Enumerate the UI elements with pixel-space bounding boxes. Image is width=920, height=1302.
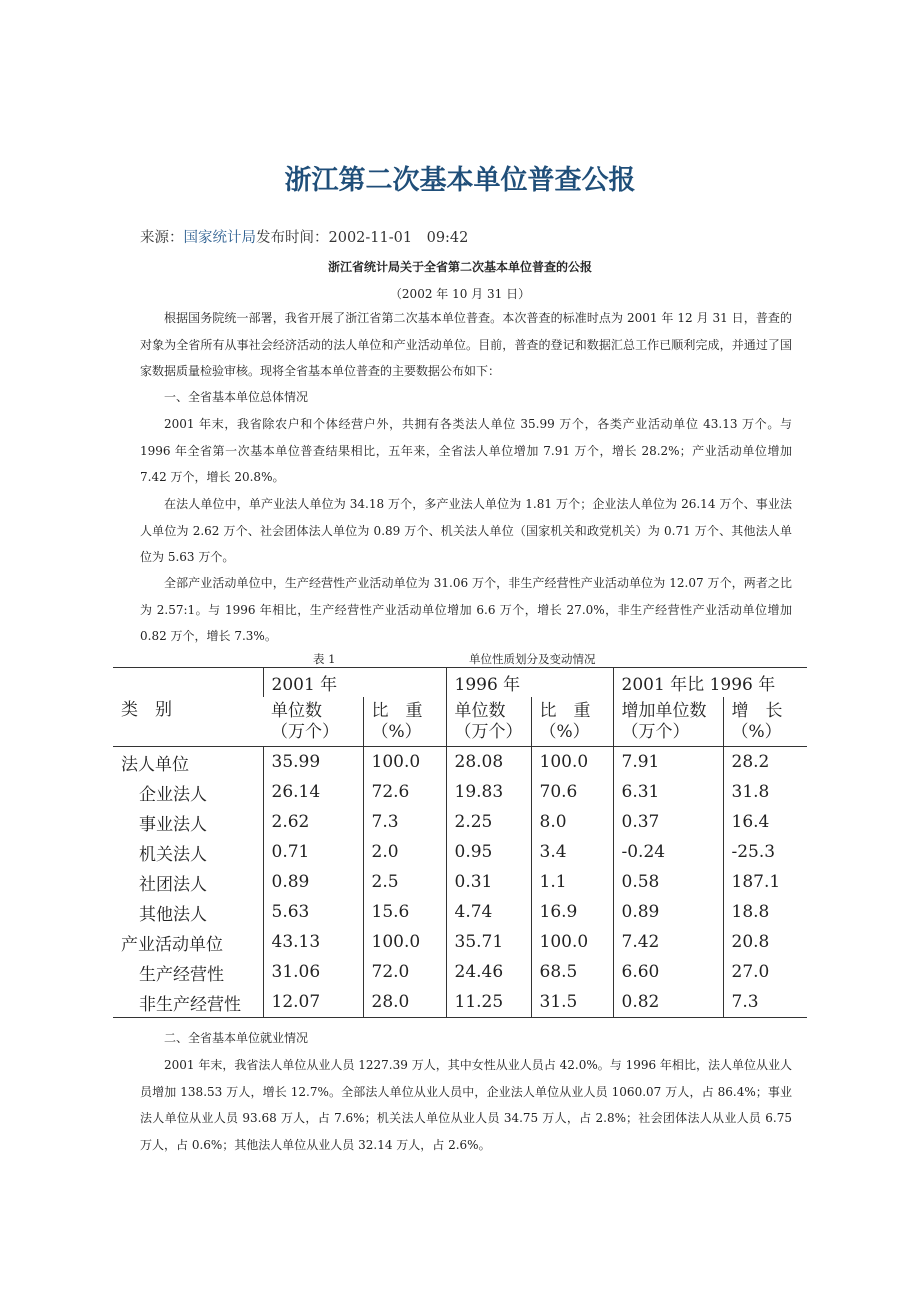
table-row (113, 777, 807, 807)
subheader (446, 697, 531, 747)
header-group: 2001 年 (263, 668, 446, 698)
cell: -0.24 (613, 837, 723, 867)
subheader-line: 增 长 (731, 700, 783, 721)
cell: 11.25 (446, 987, 531, 1018)
cell: 2.0 (363, 837, 446, 867)
subheader (613, 697, 723, 747)
row-label: 事业法人 (139, 814, 207, 835)
cell: 0.71 (263, 837, 363, 867)
cell: 100.0 (363, 927, 446, 957)
cell: 7.42 (613, 927, 723, 957)
cell: 70.6 (531, 777, 613, 807)
cell: 15.6 (363, 897, 446, 927)
subheader-line: （万个） (621, 721, 690, 742)
row-label: 法人单位 (121, 754, 189, 775)
cell: 28.2 (723, 747, 807, 778)
paragraph: 全部产业活动单位中，生产经营性产业活动单位为 31.06 万个，非生产经营性产业活动单位为 12.07 万个，两者之比为 2.57:1。与 1996 年相比，生产经营性产业活动单位增加 6.6 万个，增长 27.0%，非生产经营性产业活动单位增加 0.82 万个，增长 7.3%。 (140, 576, 792, 643)
page-title: 浙江第二次基本单位普查公报 (284, 165, 636, 196)
bulletin-subtitle: 浙江省统计局关于全省第二次基本单位普查的公报 (327, 260, 592, 274)
row-label: 非生产经营性 (113, 987, 263, 1018)
cell: 0.82 (613, 987, 723, 1018)
cell: 16.9 (531, 897, 613, 927)
subheader (531, 697, 613, 747)
subheader-line: （万个） (271, 721, 339, 742)
cell: 43.13 (263, 927, 363, 957)
header-group: 2001 年比 1996 年 (613, 668, 807, 698)
subheader-line: 比 重 (371, 700, 423, 721)
table-number: 表 1 (313, 652, 336, 666)
table-row (113, 987, 807, 1018)
cell: 16.4 (723, 807, 807, 837)
cell: 0.58 (613, 867, 723, 897)
cell: 7.3 (723, 987, 807, 1018)
cell: 68.5 (531, 957, 613, 987)
subheader-line: 单位数 (454, 700, 506, 721)
cell: 187.1 (723, 867, 807, 897)
table-row (113, 927, 807, 957)
cell: 31.8 (723, 777, 807, 807)
row-label: 产业活动单位 (121, 934, 223, 955)
row-label: 其他法人 (139, 904, 207, 925)
row-label: 生产经营性 (139, 964, 224, 985)
table-row (113, 837, 807, 867)
subheader-line: （%） (731, 721, 782, 742)
cell: 2.62 (263, 807, 363, 837)
cell: 20.8 (723, 927, 807, 957)
subheader-line: （万个） (454, 721, 523, 742)
subheader (363, 697, 446, 747)
table-row (113, 807, 807, 837)
row-label: 社团法人 (139, 874, 207, 895)
table-row (113, 897, 807, 927)
cell: 100.0 (531, 927, 613, 957)
section-heading-1: 一、全省基本单位总体情况 (164, 390, 309, 404)
unit-table (113, 667, 807, 1018)
cell: -25.3 (723, 837, 807, 867)
subheader (723, 697, 807, 747)
table-caption (113, 651, 807, 667)
cell: 27.0 (723, 957, 807, 987)
cell: 28.0 (363, 987, 446, 1018)
cell: 7.3 (363, 807, 446, 837)
header-group: 1996 年 (446, 668, 613, 698)
cell: 0.95 (446, 837, 531, 867)
cell: 26.14 (263, 777, 363, 807)
cell: 5.63 (263, 897, 363, 927)
row-label: 机关法人 (139, 844, 207, 865)
cell: 72.0 (363, 957, 446, 987)
cell: 0.31 (446, 867, 531, 897)
table-title: 单位性质划分及变动情况 (469, 652, 596, 666)
publish-time: 2002-11-01 09:42 (328, 230, 469, 246)
source-line (140, 226, 468, 247)
cell: 0.37 (613, 807, 723, 837)
cell: 2.25 (446, 807, 531, 837)
cell: 7.91 (613, 747, 723, 778)
cell: 18.8 (723, 897, 807, 927)
cell: 0.89 (263, 867, 363, 897)
cell: 31.06 (263, 957, 363, 987)
subheader-line: （%） (539, 721, 590, 742)
source-label: 来源： (140, 230, 184, 246)
subheader-line: 单位数 (271, 700, 322, 721)
cell: 35.71 (446, 927, 531, 957)
cell: 6.31 (613, 777, 723, 807)
cell: 28.08 (446, 747, 531, 778)
paragraph: 2001 年末，我省除农户和个体经营户外，共拥有各类法人单位 35.99 万个，各类产业活动单位 43.13 万个。与 1996 年全省第一次基本单位普查结果相比，五年来，全省法人单位增加 7.91 万个，增长 28.2%；产业活动单位增加 7.42 万个，增长 20.8%。 (140, 417, 792, 484)
cell: 0.89 (613, 897, 723, 927)
cell: 2.5 (363, 867, 446, 897)
paragraph: 在法人单位中，单产业法人单位为 34.18 万个，多产业法人单位为 1.81 万个；企业法人单位为 26.14 万个、事业法人单位为 2.62 万个、社会团体法人单位为 0.89 万个、机关法人单位（国家机关和政党机关）为 0.71 万个、其他法人单位为 5.63 万个。 (140, 497, 792, 564)
paragraph: 2001 年末，我省法人单位从业人员 1227.39 万人，其中女性从业人员占 42.0%。与 1996 年相比，法人单位从业人员增加 138.53 万人，增长 12.7%。全部法人单位从业人员中，企业法人单位从业人员 1060.07 万人，占 86.4%；事业法人单位从业人员 93.68 万人，占 7.6%；机关法人单位从业人员 34.75 万人，占 2.8%；社会团体法人从业人员 6.75 万人，占 0.6%；其他法人单位从业人员 32.14 万人，占 2.6%。 (140, 1058, 792, 1152)
table-row (113, 957, 807, 987)
subheader-line: 增加单位数 (621, 700, 707, 721)
cell: 31.5 (531, 987, 613, 1018)
header-category: 类 别 (113, 668, 263, 747)
section-heading-2: 二、全省基本单位就业情况 (164, 1031, 309, 1045)
cell: 12.07 (263, 987, 363, 1018)
row-label: 企业法人 (139, 784, 207, 805)
publish-time-label: 发布时间： (256, 230, 329, 246)
subheader-line: （%） (371, 721, 422, 742)
source-org-link[interactable]: 国家统计局 (183, 230, 256, 246)
cell: 100.0 (531, 747, 613, 778)
cell: 19.83 (446, 777, 531, 807)
cell: 3.4 (531, 837, 613, 867)
cell: 100.0 (363, 747, 446, 778)
intro-paragraph: 根据国务院统一部署，我省开展了浙江省第二次基本单位普查。本次普查的标准时点为 2001 年 12 月 31 日，普查的对象为全省所有从事社会经济活动的法人单位和产业活动单位。目前，普查的登记和数据汇总工作已顺利完成，并通过了国家数据质量检验审核。现将全省基本单位普查的主要数据公布如下： (140, 311, 792, 378)
table-row (113, 867, 807, 897)
bulletin-date: （2002 年 10 月 31 日） (389, 287, 531, 301)
cell: 1.1 (531, 867, 613, 897)
table-row (113, 747, 807, 778)
subheader-line: 比 重 (539, 700, 591, 721)
subheader (263, 697, 363, 747)
cell: 4.74 (446, 897, 531, 927)
cell: 8.0 (531, 807, 613, 837)
cell: 35.99 (263, 747, 363, 778)
cell: 24.46 (446, 957, 531, 987)
cell: 6.60 (613, 957, 723, 987)
cell: 72.6 (363, 777, 446, 807)
